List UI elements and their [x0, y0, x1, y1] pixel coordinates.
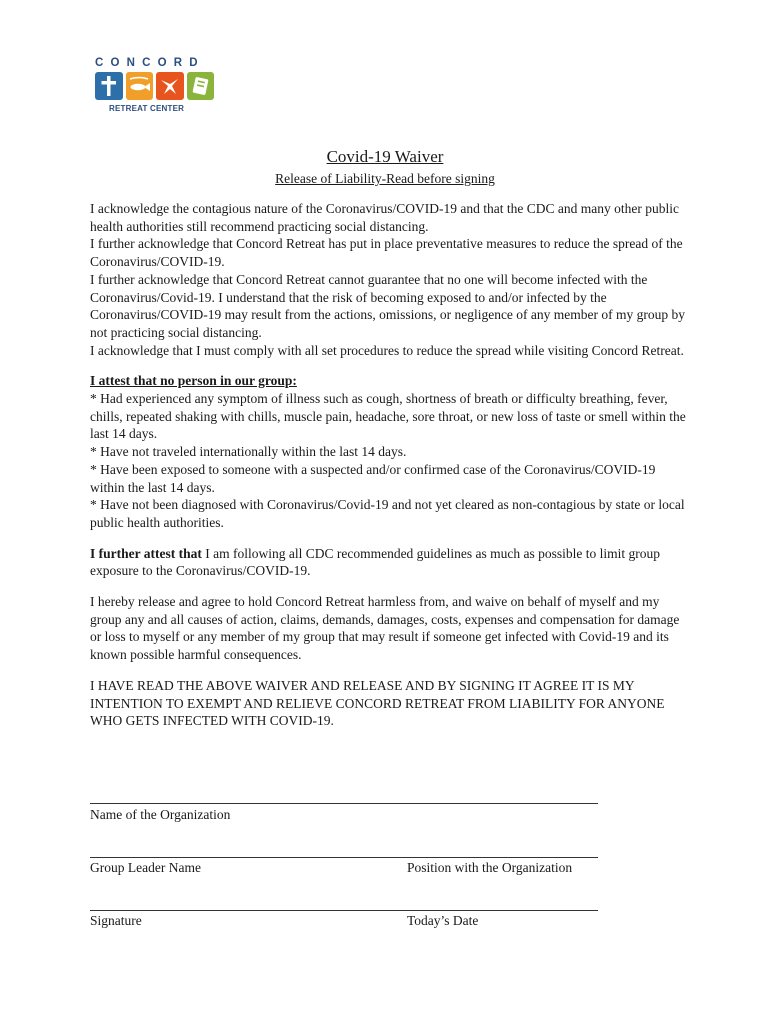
acknowledgement-1: I acknowledge the contagious nature of the Coronavirus/COVID-19 and that the CDC and many other public health authorities still recommend practicing social distancing.	[90, 201, 679, 234]
agreement-paragraph: I HAVE READ THE ABOVE WAIVER AND RELEASE AND BY SIGNING IT AGREE IT IS MY INTENTION TO EXEMPT AND RELIEVE CONCORD RETREAT FROM LIABILITY FOR ANYONE WHO GETS INFECTED WITH COVID-19.	[90, 677, 665, 729]
attest-item-3: * Have been exposed to someone with a suspected and/or confirmed case of the Coronavirus/COVID-19 within the last 14 days.	[90, 461, 656, 495]
date-label: Today’s Date	[407, 913, 479, 928]
further-attest-lead: I further attest that	[90, 545, 202, 561]
organization-name-label: Name of the Organization	[90, 807, 231, 822]
organization-name-line[interactable]	[90, 803, 598, 804]
dove-icon	[156, 72, 184, 100]
acknowledgement-3: I further acknowledge that Concord Retreat cannot guarantee that no one will become infected with the Coronavirus/Covid-19. I understand that the risk of becoming exposed to and/or infected by the Coronavirus/COVID-19 may result from the actions, omissions, or negligence of any member of my group by not practicing social distancing.	[90, 271, 686, 340]
group-leader-label: Group Leader Name	[90, 860, 201, 875]
document-subtitle: Release of Liability-Read before signing	[275, 171, 495, 186]
further-attest-text: I am following all CDC recommended guidelines as much as possible to limit group exposure to the Coronavirus/COVID-19.	[90, 545, 661, 579]
attest-item-1: * Had experienced any symptom of illness such as cough, shortness of breath or difficulty breathing, fever, chills, repeated shaking with chills, muscle pain, headache, sore throat, or new loss of taste or smell within the last 14 days.	[90, 391, 686, 442]
attest-heading: I attest that no person in our group:	[90, 373, 297, 389]
acknowledgement-2: I further acknowledge that Concord Retreat has put in place preventative measures to reduce the spread of the Coronavirus/COVID-19.	[90, 236, 683, 270]
acknowledgement-4: I acknowledge that I must comply with all set procedures to reduce the spread while visiting Concord Retreat.	[90, 342, 684, 358]
bible-icon	[187, 72, 215, 100]
logo-tiles	[95, 72, 217, 102]
concord-logo	[95, 57, 217, 119]
document-title: Covid-19 Waiver	[326, 147, 444, 166]
waiver-body	[90, 200, 690, 730]
cross-icon	[95, 72, 123, 100]
further-attest-paragraph	[90, 545, 690, 580]
release-paragraph: I hereby release and agree to hold Concord Retreat harmless from, and waive on behalf of myself and my group any and all causes of action, claims, demands, damages, costs, expenses and compensation for damage or loss to myself or any member of my group that may result if someone get infected with Covid-19 and its known possible harmful consequences.	[90, 594, 680, 663]
logo-subtitle: RETREAT CENTER	[109, 104, 185, 113]
signature-line[interactable]	[90, 910, 598, 911]
attest-item-2: * Have not traveled internationally within the last 14 days.	[90, 444, 407, 460]
group-leader-line[interactable]	[90, 857, 598, 858]
fish-icon	[126, 72, 154, 100]
signature-label: Signature	[90, 913, 142, 928]
logo-wordmark: CONCORD	[95, 57, 205, 69]
attest-item-4: * Have not been diagnosed with Coronavirus/Covid-19 and not yet cleared as non-contagious by state or local public health authorities.	[90, 497, 685, 530]
position-label: Position with the Organization	[407, 860, 573, 875]
